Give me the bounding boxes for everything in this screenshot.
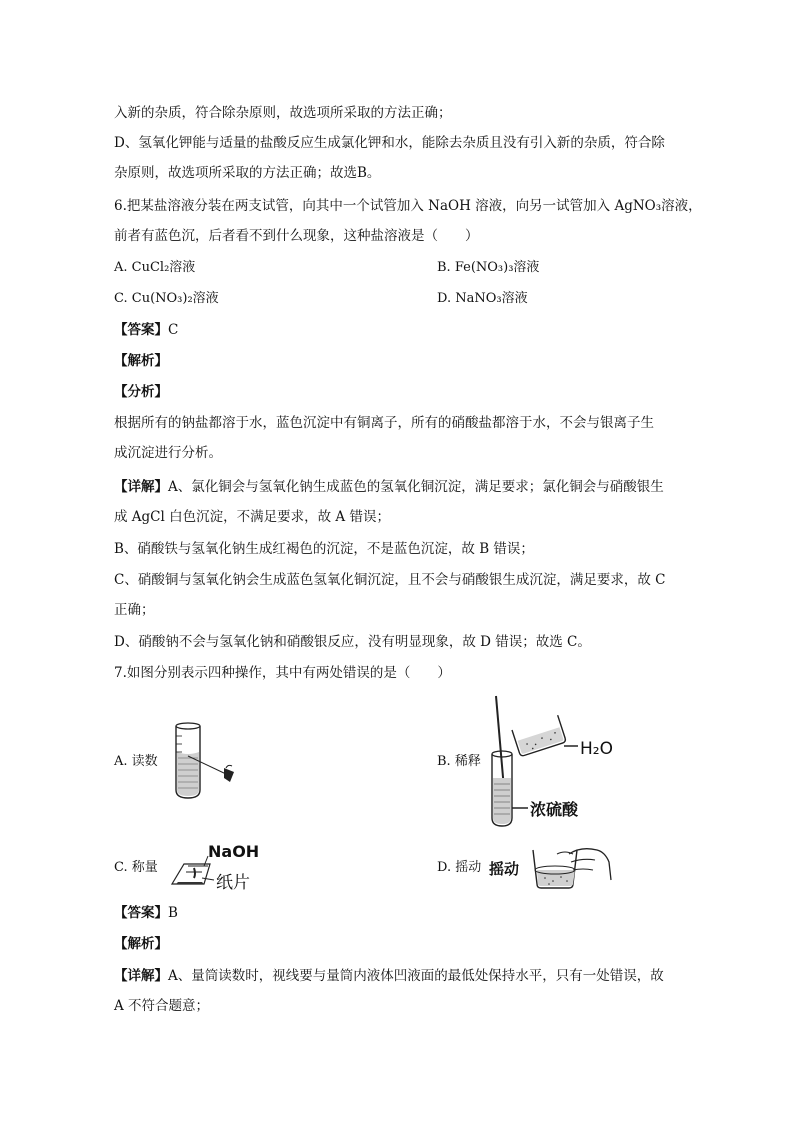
- paragraph-line: 杂原则，故选项所采取的方法正确；故选B。: [114, 165, 381, 181]
- detail-text: A、量筒读数时，视线要与量筒内液体凹液面的最低处保持水平，只有一处错误，故: [168, 968, 664, 984]
- detail-line: D、硝酸钠不会与氢氧化钠和硝酸银反应，没有明显现象，故 D 错误；故选 C。: [114, 634, 591, 650]
- analysis-label: 【解析】: [114, 353, 168, 369]
- question-6-option-c: C. Cu(NO₃)₂溶液: [114, 291, 219, 306]
- question-6-option-b: B. Fe(NO₃)₃溶液: [437, 260, 540, 275]
- analysis-label: 【解析】: [114, 936, 168, 952]
- detail-line: C、硝酸铜与氢氧化钠会生成蓝色氢氧化铜沉淀，且不会与硝酸银生成沉淀，满足要求，故 C: [114, 572, 666, 588]
- question-6-stem-line1: 6.把某盐溶液分装在两支试管，向其中一个试管加入 NaOH 溶液，向另一试管加入 AgNO₃溶液，: [114, 198, 702, 214]
- naoh-label: NaOH: [208, 842, 260, 861]
- paper-label: 纸片: [216, 873, 250, 893]
- question-7-option-d: D. 摇动: [437, 860, 482, 875]
- question-7-option-a: A. 读数: [114, 754, 158, 769]
- question-7-answer: [114, 903, 178, 923]
- acid-label: 浓硫酸: [530, 800, 579, 819]
- paragraph-line: D、氢氧化钾能与适量的盐酸反应生成氯化钾和水，能除去杂质且没有引入新的杂质，符合除: [114, 135, 665, 151]
- answer-value: B: [168, 905, 178, 921]
- answer-value: C: [168, 322, 179, 338]
- question-7-detail: [114, 966, 664, 986]
- detail-line: B、硝酸铁与氢氧化钠生成红褐色的沉淀，不是蓝色沉淀，故 B 错误；: [114, 541, 534, 557]
- paragraph-line: 入新的杂质，符合除杂原则，故选项所采取的方法正确；: [114, 105, 452, 121]
- question-7-stem: 7.如图分别表示四种操作，其中有两处错误的是（ ）: [114, 665, 451, 681]
- figure-weighing: [164, 840, 274, 896]
- detail-text: A、氯化铜会与氢氧化钠生成蓝色的氢氧化铜沉淀，满足要求；氯化铜会与硝酸银生: [168, 479, 664, 495]
- question-6-option-a: A. CuCl₂溶液: [114, 260, 196, 275]
- fenxi-line: 根据所有的钠盐都溶于水，蓝色沉淀中有铜离子，所有的硝酸盐都溶于水，不会与银离子生: [114, 415, 654, 431]
- question-6-answer: [114, 320, 178, 340]
- figure-diluting-acid: [484, 694, 624, 830]
- question-6-option-d: D. NaNO₃溶液: [437, 291, 528, 306]
- detail-label: 【详解】: [114, 479, 168, 495]
- figure-shaking: [487, 840, 613, 892]
- fenxi-label: 【分析】: [114, 384, 168, 400]
- detail-line: A 不符合题意；: [114, 998, 210, 1014]
- detail-line: 成 AgCl 白色沉淀，不满足要求，故 A 错误；: [114, 509, 390, 525]
- answer-label: 【答案】: [114, 322, 168, 338]
- detail-label: 【详解】: [114, 968, 168, 984]
- water-label: H₂O: [580, 739, 613, 759]
- fenxi-line: 成沉淀进行分析。: [114, 445, 222, 461]
- answer-label: 【答案】: [114, 905, 168, 921]
- question-6-detail: [114, 477, 664, 497]
- question-7-option-c: C. 称量: [114, 860, 158, 875]
- detail-line: 正确；: [114, 602, 155, 618]
- question-7-option-b: B. 稀释: [437, 754, 481, 769]
- question-6-stem-line2: 前者有蓝色沉，后者看不到什么现象，这种盐溶液是（ ）: [114, 228, 479, 244]
- shake-label: 摇动: [489, 860, 520, 878]
- figure-reading-cylinder: [168, 718, 248, 804]
